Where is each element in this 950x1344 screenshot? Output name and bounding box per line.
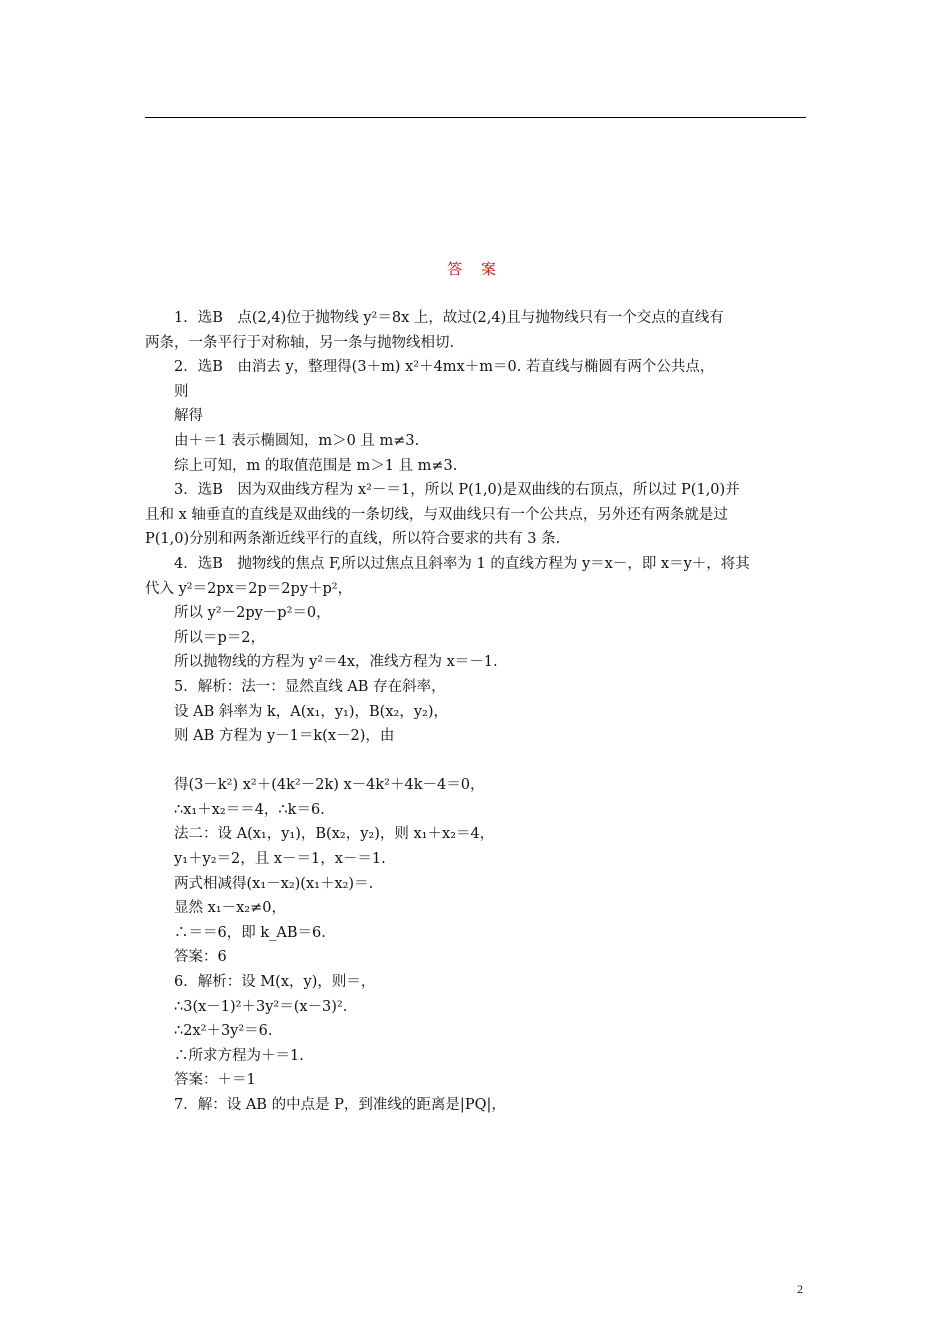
header-rule	[145, 117, 806, 118]
answer-line: 6．解析：设 M(x，y)，则＝，	[174, 974, 376, 991]
answer-line: 答案：＋＝1	[174, 1072, 256, 1089]
answer-line: 解得	[174, 408, 203, 425]
answer-line: ∴3(x－1)²＋3y²＝(x－3)².	[174, 998, 348, 1015]
answer-line: ∴＝＝6，即 k_AB＝6.	[174, 924, 326, 941]
answer-line: 两条，一条平行于对称轴，另一条与抛物线相切.	[145, 334, 455, 351]
answer-line	[145, 749, 810, 774]
answer-line: 所以＝p＝2，	[174, 629, 266, 646]
answer-line: 设 AB 斜率为 k，A(x₁，y₁)，B(x₂，y₂)，	[174, 703, 448, 720]
answer-line: 综上可知，m 的取值范围是 m＞1 且 m≠3.	[174, 457, 458, 474]
answer-line: 答案：6	[174, 949, 227, 966]
answer-line: P(1,0)分别和两条渐近线平行的直线，所以符合要求的共有 3 条.	[145, 531, 561, 548]
answer-line: 由＋＝1 表示椭圆知，m＞0 且 m≠3.	[174, 432, 420, 449]
answer-line: 所以抛物线的方程为 y²＝4x，准线方程为 x＝－1.	[174, 654, 498, 671]
answer-line: 4．选B 抛物线的焦点 F,所以过焦点且斜率为 1 的直线方程为 y＝x－，即 x＝y＋，将其	[174, 555, 750, 572]
answer-line: 代入 y²＝2px＝2p＝2py＋p²，	[145, 580, 353, 597]
answer-line: 两式相减得(x₁－x₂)(x₁＋x₂)＝.	[174, 875, 374, 892]
answer-line: 显然 x₁－x₂≠0，	[174, 900, 286, 917]
page-title: 答 案	[447, 260, 503, 278]
answer-line: 法二：设 A(x₁，y₁)，B(x₂，y₂)，则 x₁＋x₂＝4，	[174, 826, 495, 843]
answer-line: 所以 y²－2py－p²＝0，	[174, 605, 331, 622]
answer-line: 2．选B 由消去 y，整理得(3＋m) x²＋4mx＋m＝0. 若直线与椭圆有两个公共点，	[174, 359, 715, 376]
answer-line: 7．解：设 AB 的中点是 P，到准线的距离是|PQ|，	[174, 1097, 506, 1113]
answer-line: 1．选B 点(2,4)位于抛物线 y²＝8x 上，故过(2,4)且与抛物线只有一个交点的直线有	[174, 310, 724, 326]
answer-line: 则	[174, 383, 189, 400]
answer-content	[145, 306, 810, 1118]
answer-line: 且和 x 轴垂直的直线是双曲线的一条切线，与双曲线只有一个公共点，另外还有两条就是过	[145, 506, 728, 523]
answer-line: y₁＋y₂＝2，且 x－＝1，x－＝1.	[174, 851, 386, 868]
answer-line: ∴2x²＋3y²＝6.	[174, 1023, 273, 1040]
answer-line: ∴x₁＋x₂＝＝4，∴k＝6.	[174, 801, 325, 818]
answer-line: 得(3－k²) x²＋(4k²－2k) x－4k²＋4k－4＝0，	[174, 777, 485, 794]
answer-line: 3．选B 因为双曲线方程为 x²－＝1，所以 P(1,0)是双曲线的右顶点，所以过 P(1,0)并	[174, 482, 740, 499]
answer-line: ∴所求方程为＋＝1.	[174, 1047, 304, 1064]
answer-line: 5．解析：法一：显然直线 AB 存在斜率，	[174, 678, 446, 695]
page-number: 2	[797, 1282, 803, 1296]
answer-line: 则 AB 方程为 y－1＝k(x－2)，由	[174, 728, 395, 745]
